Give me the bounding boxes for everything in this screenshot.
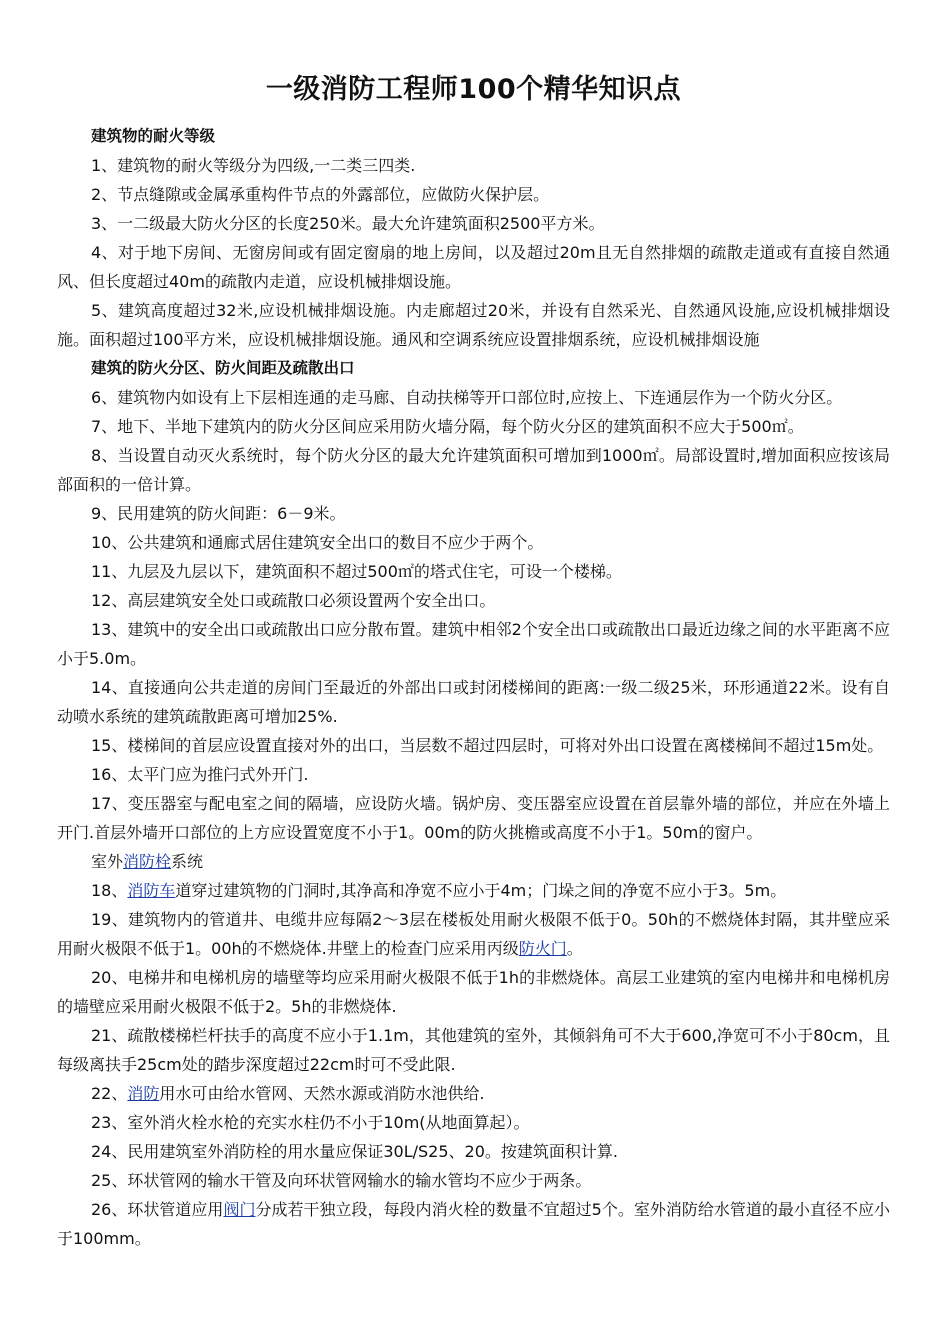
paragraph-17: 17、变压器室与配电室之间的隔墙，应设防火墙。锅炉房、变压器室应设置在首层靠外墙的部位，并应在外墙上开门.首层外墙开口部位的上方应设置宽度不小于1。00m的防火挑檐或高度不小于1。50m的窗户。 <box>57 794 890 842</box>
paragraph-18 <box>57 876 890 905</box>
paragraph-21: 21、疏散楼梯栏杆扶手的高度不应小于1.1m，其他建筑的室外，其倾斜角可不大于600,净宽可不小于80cm，且每级离扶手25cm处的踏步深度超过22cm时可不受此限. <box>57 1026 890 1074</box>
subsection-prefix: 室外 <box>91 852 124 871</box>
paragraph-5: 5、建筑高度超过32米,应设机械排烟设施。内走廊超过20米，并设有自然采光、自然通风设施,应设机械排烟设施。面积超过100平方米，应设机械排烟设施。通风和空调系统应设置排烟系统，应设机械排烟设施 <box>57 301 890 349</box>
paragraph-12: 12、高层建筑安全处口或疏散口必须设置两个安全出口。 <box>91 591 496 610</box>
paragraph-15: 15、楼梯间的首层应设置直接对外的出口，当层数不超过四层时，可将对外出口设置在离楼梯间不超过15m处。 <box>91 736 884 755</box>
paragraph-7: 7、地下、半地下建筑内的防火分区间应采用防火墙分隔，每个防火分区的建筑面积不应大于500㎡。 <box>91 417 804 436</box>
paragraph-6: 6、建筑物内如设有上下层相连通的走马廊、自动扶梯等开口部位时,应按上、下连通层作为一个防火分区。 <box>91 388 843 407</box>
link-valve[interactable]: 阀门 <box>223 1200 256 1219</box>
paragraph-19-text: 19、建筑物内的管道井、电缆井应每隔2～3层在楼板处用耐火极限不低于0。50h的不燃烧体封隔，其井壁应采用耐火极限不低于1。00h的不燃烧体.井壁上的检查门应采用丙级 <box>57 910 890 958</box>
paragraph-26-rest: 分成若干独立段，每段内消火栓的数量不宜超过5个。室外消防给水管道的最小直径不应小于100mm。 <box>57 1200 890 1248</box>
paragraph-22 <box>57 1079 890 1108</box>
paragraph-23: 23、室外消火栓水枪的充实水柱仍不小于10m(从地面算起）。 <box>91 1113 530 1132</box>
paragraph-3: 3、一二级最大防火分区的长度250米。最大允许建筑面积2500平方米。 <box>91 214 605 233</box>
paragraph-8: 8、当设置自动灭火系统时，每个防火分区的最大允许建筑面积可增加到1000㎡。局部设置时,增加面积应按该局部面积的一倍计算。 <box>57 446 890 494</box>
paragraph-18-number: 18、 <box>91 881 128 900</box>
section-heading-fire-compartment: 建筑的防火分区、防火间距及疏散出口 <box>91 359 355 377</box>
paragraph-19-end: 。 <box>566 939 583 958</box>
subsection-heading-hydrant <box>57 847 890 876</box>
paragraph-11: 11、九层及九层以下，建筑面积不超过500㎡的塔式住宅，可设一个楼梯。 <box>91 562 622 581</box>
paragraph-26 <box>57 1195 890 1253</box>
paragraph-24: 24、民用建筑室外消防栓的用水量应保证30L/S25、20。按建筑面积计算. <box>91 1142 618 1161</box>
link-fire-protection[interactable]: 消防 <box>127 1084 160 1103</box>
subsection-suffix: 系统 <box>171 852 204 871</box>
document-title: 一级消防工程师100个精华知识点 <box>265 74 682 105</box>
paragraph-22-text: 用水可由给水管网、天然水源或消防水池供给. <box>159 1084 485 1103</box>
paragraph-22-number: 22、 <box>91 1084 128 1103</box>
link-fire-door[interactable]: 防火门 <box>518 939 567 958</box>
paragraph-1: 1、建筑物的耐火等级分为四级,一二类三四类. <box>91 156 416 175</box>
paragraph-2: 2、节点缝隙或金属承重构件节点的外露部位，应做防火保护层。 <box>91 185 550 204</box>
paragraph-18-text: 道穿过建筑物的门洞时,其净高和净宽不应小于4m；门垛之间的净宽不应小于3。5m。 <box>175 881 787 900</box>
paragraph-26-text: 26、环状管道应用 <box>91 1200 224 1219</box>
paragraph-16: 16、太平门应为推闩式外开门. <box>91 765 309 784</box>
paragraph-20: 20、电梯井和电梯机房的墙壁等均应采用耐火极限不低于1h的非燃烧体。高层工业建筑的室内电梯井和电梯机房的墙壁应采用耐火极限不低于2。5h的非燃烧体. <box>57 968 890 1016</box>
paragraph-10: 10、公共建筑和通廊式居住建筑安全出口的数目不应少于两个。 <box>91 533 544 552</box>
link-fire-truck[interactable]: 消防车 <box>127 881 176 900</box>
paragraph-14: 14、直接通向公共走道的房间门至最近的外部出口或封闭楼梯间的距离:一级二级25米，环形通道22米。设有自动喷水系统的建筑疏散距离可增加25%. <box>57 678 890 726</box>
paragraph-9: 9、民用建筑的防火间距：6－9米。 <box>91 504 346 523</box>
paragraph-19 <box>57 905 890 963</box>
paragraph-13: 13、建筑中的安全出口或疏散出口应分散布置。建筑中相邻2个安全出口或疏散出口最近边缘之间的水平距离不应小于5.0m。 <box>57 620 890 668</box>
section-heading-fire-resistance: 建筑物的耐火等级 <box>91 127 216 145</box>
paragraph-4: 4、对于地下房间、无窗房间或有固定窗扇的地上房间，以及超过20m且无自然排烟的疏散走道或有直接自然通风、但长度超过40m的疏散内走道，应设机械排烟设施。 <box>57 243 890 291</box>
paragraph-25: 25、环状管网的输水干管及向环状管网输水的输水管均不应少于两条。 <box>91 1171 592 1190</box>
link-fire-hydrant[interactable]: 消防栓 <box>123 852 172 871</box>
